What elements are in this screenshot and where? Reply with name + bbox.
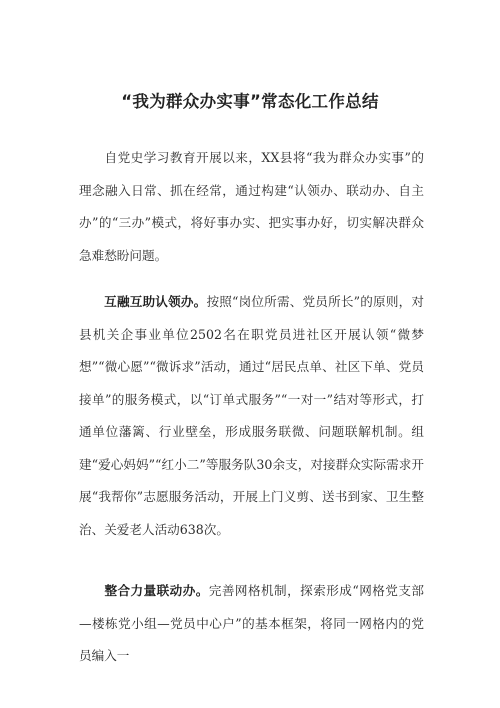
paragraph-text: 完善网格机制，探索形成“网格党支部—楼栋党小组—党员中心户”的基本框架，将同一网格内的党员编入一	[79, 583, 424, 663]
paragraph-text: 按照“岗位所需、党员所长”的原则，对县机关企事业单位2502名在职党员进社区开展认领“微梦想”“微心愿”“微诉求”活动，通过“居民点单、社区下单、党员接单”的服务模式，以“订单式服务”“一对一”结对等形式，打通单位藩篱、行业壁垒，形成服务联微、问题联解机制。组建“爱心妈妈”“红小二”等服务队30余支，对接群众实际需求开展“我帮你”志愿服务活动，开展上门义剪、送书到家、卫生整治、关爱老人活动638次。	[79, 294, 424, 537]
paragraph-lead-heading: 整合力量联动办。	[104, 583, 209, 598]
paragraph-joint-handling	[79, 575, 424, 673]
paragraph-intro	[79, 142, 424, 272]
paragraph-claim-handling	[79, 286, 424, 546]
paragraph-lead-heading: 互融互助认领办。	[104, 294, 207, 309]
paragraph-text: 自党史学习教育开展以来，XX县将“我为群众办实事”的理念融入日常、抓在经常，通过构建“认领办、联动办、自主办”的“三办”模式，将好事办实、把实事办好，切实解决群众急难愁盼问题。	[79, 150, 424, 263]
document-title: “我为群众办实事”常态化工作总结	[121, 92, 379, 111]
